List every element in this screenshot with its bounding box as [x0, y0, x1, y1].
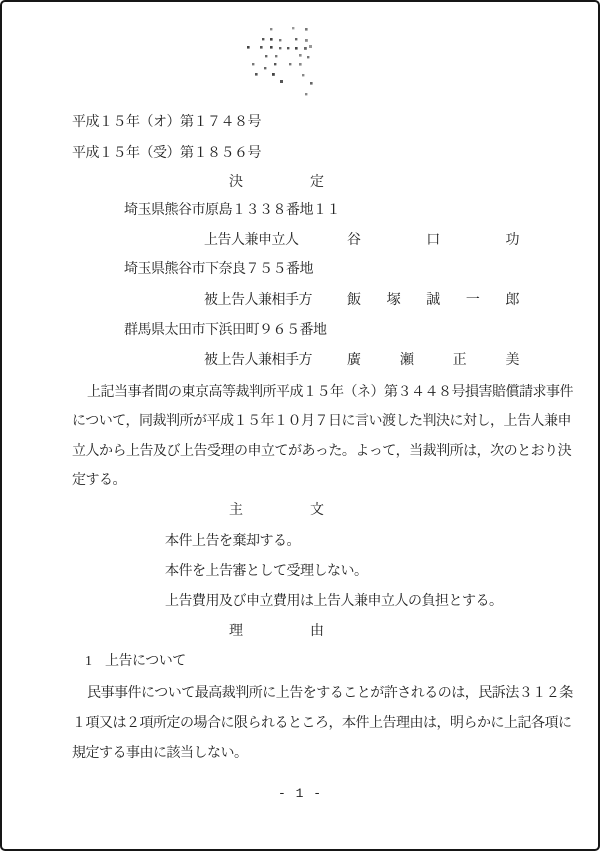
- scan-dots-pattern: [240, 22, 325, 97]
- case-number-line: 平成１５年（受）第１８５６号: [72, 146, 261, 161]
- page-number: - 1 -: [277, 786, 322, 801]
- party-row: [2, 352, 598, 370]
- reasons-line: 民事事件について最高裁判所に上告をすることが許されるのは，民訴法３１２条: [87, 686, 573, 701]
- party-address: 埼玉県熊谷市下奈良７５５番地: [124, 262, 313, 277]
- reasons-section-title: 1 上告について: [85, 654, 186, 669]
- case-number-line: 平成１５年（オ）第１７４８号: [72, 115, 261, 130]
- preamble-line: 立人から上告及び上告受理の申立てがあった。よって，当裁判所は，次のとおり決: [72, 444, 572, 459]
- party-name: 飯 塚 誠 一 郎: [347, 293, 519, 308]
- reasons-heading: 理 由: [229, 624, 324, 639]
- party-role: 被上告人兼相手方: [204, 293, 312, 308]
- decision-title: 決 定: [229, 175, 324, 190]
- preamble-line: について，同裁判所が平成１５年１０月７日に言い渡した判決に対し，上告人兼申: [72, 414, 571, 429]
- main-text-item: 本件上告を棄却する。: [165, 534, 300, 549]
- party-row: [2, 232, 598, 250]
- reasons-line: 規定する事由に該当しない。: [72, 746, 248, 761]
- preamble-line: 上記当事者間の東京高等裁判所平成１５年（ネ）第３４４８号損害賠償請求事件: [87, 385, 573, 400]
- party-role: 上告人兼申立人: [204, 233, 299, 248]
- party-row: [2, 292, 598, 310]
- main-text-item: 本件を上告審として受理しない。: [165, 564, 368, 579]
- party-role: 被上告人兼相手方: [204, 353, 312, 368]
- party-address: 埼玉県熊谷市原島１３３８番地１１: [124, 203, 340, 218]
- party-address: 群馬県太田市下浜田町９６５番地: [124, 323, 327, 338]
- preamble-line: 定する。: [72, 473, 126, 488]
- main-text-heading: 主 文: [229, 503, 324, 518]
- party-name: 廣 瀬 正 美: [347, 353, 519, 368]
- main-text-item: 上告費用及び申立費用は上告人兼申立人の負担とする。: [165, 594, 503, 609]
- party-name: 谷 口 功: [347, 233, 519, 248]
- reasons-line: １項又は２項所定の場合に限られるところ，本件上告理由は，明らかに上記各項に: [72, 716, 572, 731]
